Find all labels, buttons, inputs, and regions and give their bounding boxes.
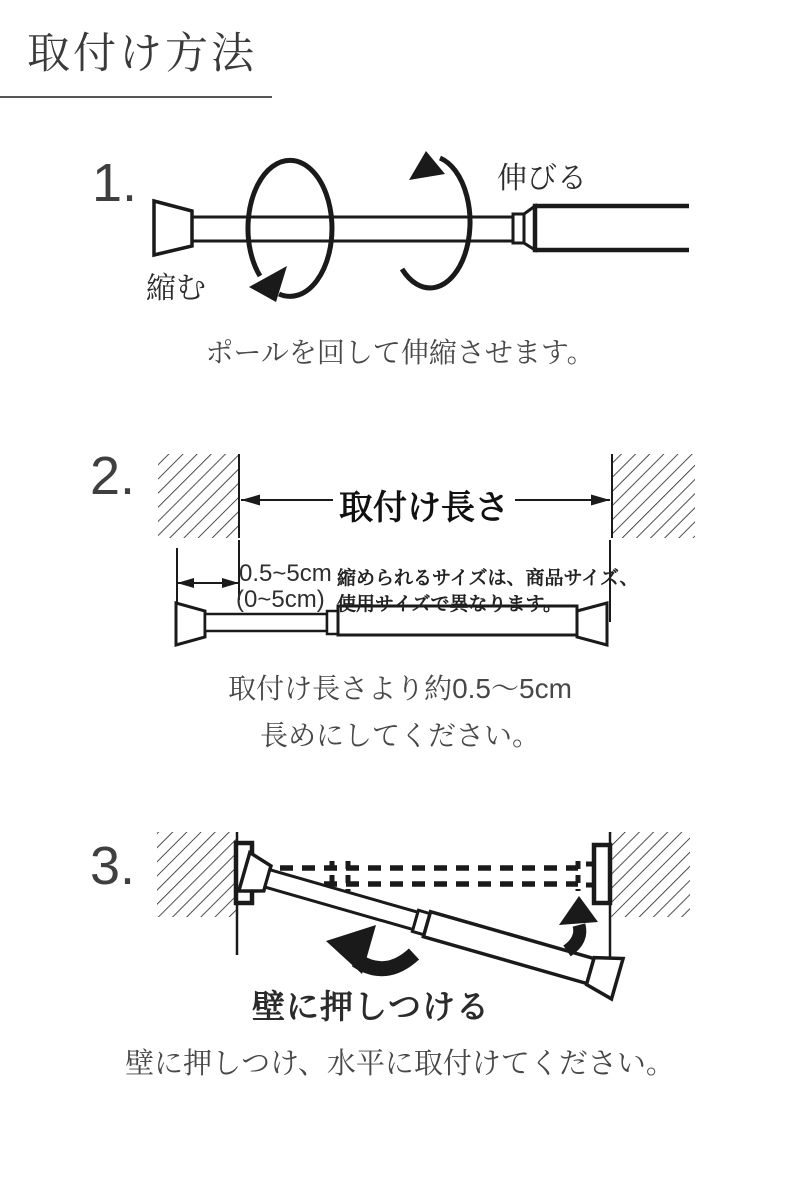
label-extend: 伸びる: [497, 162, 587, 195]
mounting-bracket-right: [594, 845, 610, 903]
wall-left: [158, 454, 239, 538]
dimension-primary: 0.5~5cm: [239, 560, 332, 587]
offset-dimension-arrow-icon: [177, 578, 239, 588]
step-1-diagram: [140, 145, 700, 315]
wall-right: [610, 832, 690, 957]
wall-left: [157, 832, 237, 955]
dimension-secondary: (0~5cm): [236, 586, 325, 613]
title-underline: [0, 96, 272, 98]
wall-right: [612, 454, 695, 538]
size-note-line-2: 使用サイズで異なります。: [337, 594, 562, 615]
label-shrink: 縮む: [146, 272, 206, 305]
step-2-caption-line-2: 長めにしてください。: [259, 720, 540, 751]
step-3-caption: 壁に押しつけ、水平に取付けてください。: [125, 1048, 675, 1080]
step-3-number: 3.: [90, 836, 136, 896]
step-1-number: 1.: [92, 153, 138, 213]
rod-end-cap: [154, 201, 192, 255]
tension-rod: [154, 201, 689, 255]
push-direction-arrow-icon: [326, 925, 414, 974]
step-2-diagram: [140, 445, 710, 650]
tension-rod-angled: [239, 852, 624, 999]
label-installation-length: 取付け長さ: [333, 480, 515, 529]
step-2-number: 2.: [90, 446, 136, 506]
size-note-line-1: 縮められるサイズは、商品サイズ、: [337, 568, 639, 589]
label-push-against-wall: 壁に押しつける: [252, 988, 490, 1025]
step-1-caption: ポールを回して伸縮させます。: [205, 337, 595, 368]
step-2-caption-line-1: 取付け長さより約0.5〜5cm: [228, 673, 572, 704]
page-title: 取付け方法: [27, 30, 257, 78]
